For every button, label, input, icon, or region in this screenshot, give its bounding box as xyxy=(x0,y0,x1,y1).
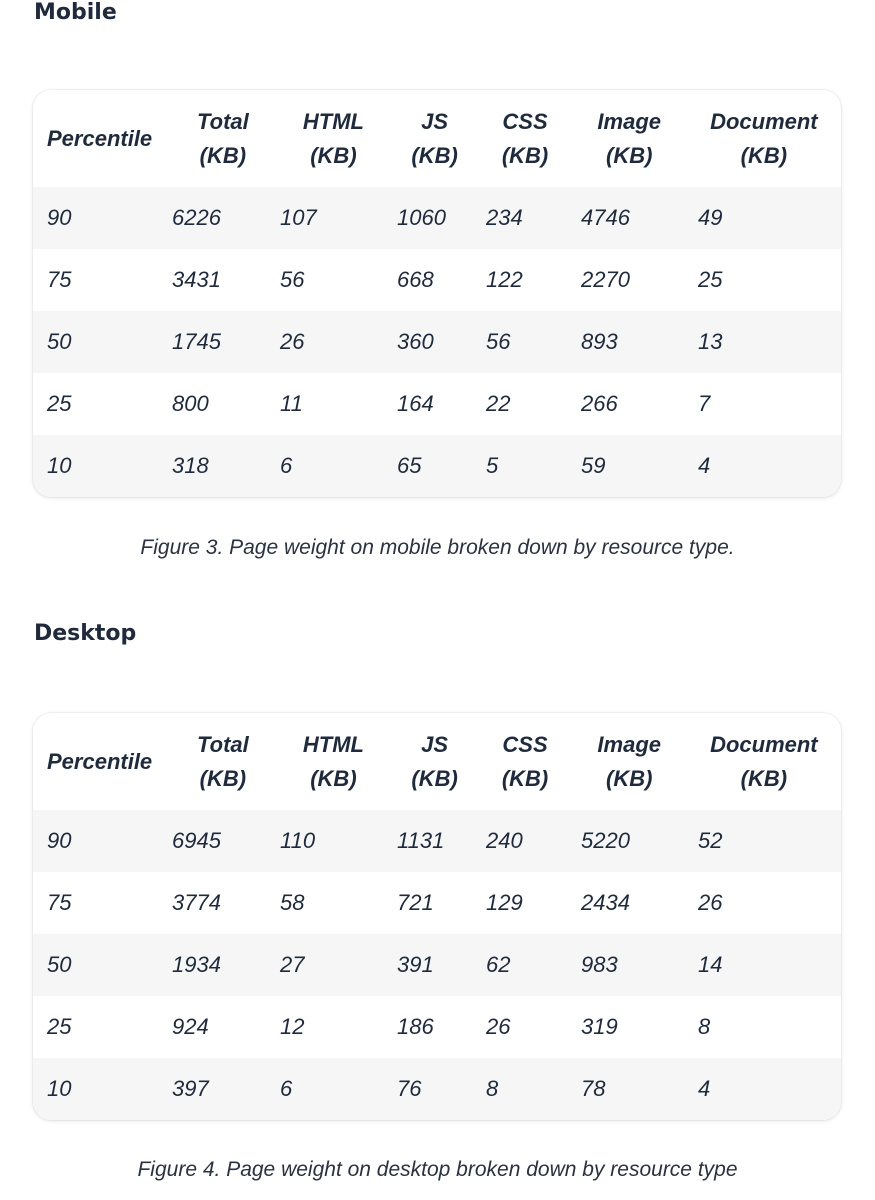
table-row xyxy=(33,996,841,1058)
cell-image: 59 xyxy=(581,453,606,478)
cell-percentile: 90 xyxy=(47,828,72,853)
cell-html: 56 xyxy=(280,267,305,292)
cell-image: 2434 xyxy=(581,890,630,915)
cell-css: 240 xyxy=(486,828,523,853)
mobile-table xyxy=(33,90,841,497)
header-label: HTML (KB) xyxy=(302,108,364,168)
cell-html: 107 xyxy=(280,205,317,230)
cell-total: 3774 xyxy=(172,890,221,915)
table-row xyxy=(33,249,841,311)
cell-percentile: 10 xyxy=(47,1076,72,1101)
cell-js: 76 xyxy=(397,1076,422,1101)
header-percentile xyxy=(33,713,170,810)
cell-total: 6945 xyxy=(172,828,221,853)
cell-total: 397 xyxy=(172,1076,209,1101)
header-total xyxy=(170,713,276,810)
cell-js: 1060 xyxy=(397,205,446,230)
cell-total: 318 xyxy=(172,453,209,478)
section-title-mobile: Mobile xyxy=(34,0,117,25)
cell-html: 6 xyxy=(280,1076,293,1101)
cell-document: 52 xyxy=(698,828,723,853)
cell-image: 78 xyxy=(581,1076,606,1101)
header-image xyxy=(572,713,687,810)
table-row xyxy=(33,872,841,934)
header-image xyxy=(572,90,687,187)
cell-css: 62 xyxy=(486,952,511,977)
header-total xyxy=(170,90,276,187)
cell-image: 2270 xyxy=(581,267,630,292)
figure-caption-mobile: Figure 3. Page weight on mobile broken down by resource type. xyxy=(140,536,735,559)
table-header-row xyxy=(33,713,841,810)
cell-image: 5220 xyxy=(581,828,630,853)
cell-document: 8 xyxy=(698,1014,711,1039)
cell-total: 1745 xyxy=(172,329,221,354)
table-row xyxy=(33,810,841,872)
header-document xyxy=(687,90,841,187)
cell-total: 800 xyxy=(172,391,209,416)
cell-document: 25 xyxy=(698,267,723,292)
header-js xyxy=(391,713,478,810)
cell-css: 122 xyxy=(486,267,523,292)
cell-percentile: 75 xyxy=(47,267,72,292)
cell-percentile: 50 xyxy=(47,952,72,977)
figure-caption-desktop: Figure 4. Page weight on desktop broken down by resource type xyxy=(137,1158,738,1181)
cell-percentile: 50 xyxy=(47,329,72,354)
cell-document: 7 xyxy=(698,391,711,416)
header-label: CSS (KB) xyxy=(501,731,549,791)
header-label: Total (KB) xyxy=(197,731,249,791)
cell-js: 391 xyxy=(397,952,434,977)
header-html xyxy=(276,713,391,810)
cell-css: 129 xyxy=(486,890,523,915)
header-percentile xyxy=(33,90,170,187)
header-label: Total (KB) xyxy=(197,108,249,168)
cell-html: 110 xyxy=(280,828,316,853)
cell-document: 4 xyxy=(698,453,711,478)
header-label: Percentile xyxy=(47,748,153,774)
cell-image: 983 xyxy=(581,952,618,977)
cell-js: 668 xyxy=(397,267,434,292)
cell-percentile: 10 xyxy=(47,453,72,478)
cell-html: 27 xyxy=(280,952,305,977)
table-row xyxy=(33,187,841,249)
table-row xyxy=(33,934,841,996)
cell-js: 721 xyxy=(397,890,434,915)
cell-percentile: 90 xyxy=(47,205,72,230)
header-css xyxy=(478,713,571,810)
cell-html: 58 xyxy=(280,890,305,915)
header-html xyxy=(276,90,391,187)
cell-total: 6226 xyxy=(172,205,221,230)
cell-js: 1131 xyxy=(397,828,445,853)
cell-document: 14 xyxy=(698,952,723,977)
cell-document: 26 xyxy=(698,890,723,915)
cell-image: 319 xyxy=(581,1014,618,1039)
cell-total: 1934 xyxy=(172,952,221,977)
cell-html: 12 xyxy=(280,1014,305,1039)
header-css xyxy=(478,90,571,187)
header-document xyxy=(687,713,841,810)
header-label: Image (KB) xyxy=(597,108,662,168)
section-title-desktop: Desktop xyxy=(34,621,137,646)
cell-image: 893 xyxy=(581,329,618,354)
cell-percentile: 25 xyxy=(47,1014,72,1039)
cell-html: 11 xyxy=(280,391,303,416)
cell-image: 4746 xyxy=(581,205,630,230)
cell-total: 924 xyxy=(172,1014,209,1039)
cell-document: 13 xyxy=(698,329,723,354)
cell-css: 234 xyxy=(486,205,523,230)
cell-css: 8 xyxy=(486,1076,499,1101)
header-label: JS (KB) xyxy=(411,108,458,168)
cell-percentile: 75 xyxy=(47,890,72,915)
cell-html: 26 xyxy=(280,329,305,354)
cell-image: 266 xyxy=(581,391,618,416)
header-label: HTML (KB) xyxy=(302,731,364,791)
header-label: JS (KB) xyxy=(411,731,458,791)
table-header-row xyxy=(33,90,841,187)
desktop-table xyxy=(33,713,841,1120)
cell-document: 4 xyxy=(698,1076,711,1101)
header-label: CSS (KB) xyxy=(501,108,549,168)
header-label: Document (KB) xyxy=(710,108,818,168)
table-row xyxy=(33,311,841,373)
header-label: Image (KB) xyxy=(597,731,662,791)
cell-css: 26 xyxy=(486,1014,511,1039)
cell-html: 6 xyxy=(280,453,293,478)
cell-js: 186 xyxy=(397,1014,434,1039)
cell-js: 65 xyxy=(397,453,422,478)
cell-css: 5 xyxy=(486,453,499,478)
cell-percentile: 25 xyxy=(47,391,72,416)
header-js xyxy=(391,90,478,187)
cell-total: 3431 xyxy=(172,267,221,292)
table-row xyxy=(33,435,841,497)
cell-css: 22 xyxy=(486,391,511,416)
cell-css: 56 xyxy=(486,329,511,354)
header-label: Percentile xyxy=(47,125,153,151)
table-row xyxy=(33,1058,841,1120)
cell-js: 164 xyxy=(397,391,434,416)
cell-document: 49 xyxy=(698,205,723,230)
cell-js: 360 xyxy=(397,329,434,354)
table-row xyxy=(33,373,841,435)
header-label: Document (KB) xyxy=(710,731,818,791)
